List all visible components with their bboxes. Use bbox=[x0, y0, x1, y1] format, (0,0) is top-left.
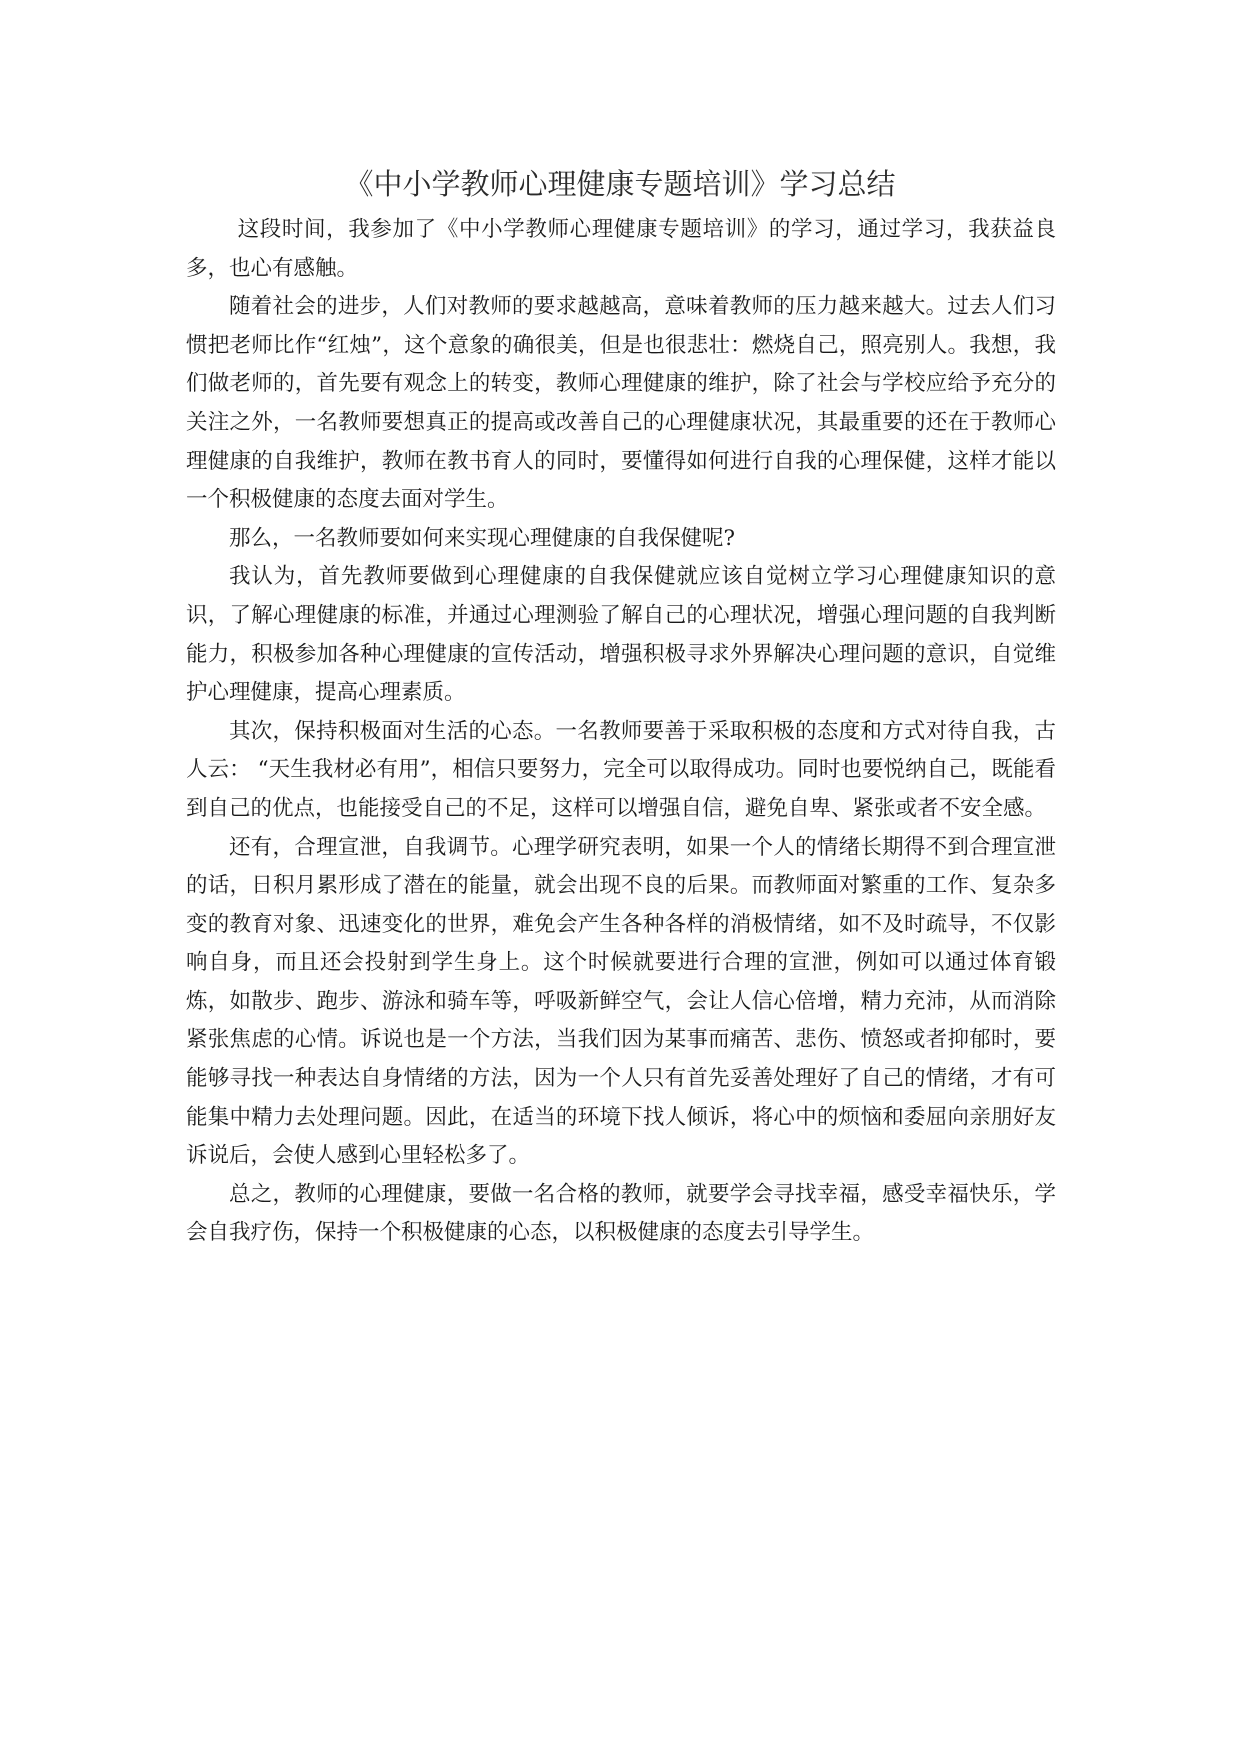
document-title: 《中小学教师心理健康专题培训》学习总结 bbox=[344, 167, 896, 201]
paragraph-second-point: 其次，保持积极面对生活的心态。一名教师要善于采取积极的态度和方式对待自我，古人云： “天生我材必有用”，相信只要努力，完全可以取得成功。同时也要悦纳自己，既能看到自己的优点，也能接受自己的不足，这样可以增强自信，避免自卑、紧张或者不安全感。 bbox=[186, 718, 1056, 821]
document-body bbox=[186, 211, 1056, 1253]
paragraph-intro: 这段时间，我参加了《中小学教师心理健康专题培训》的学习，通过学习，我获益良多，也心有感触。 bbox=[186, 217, 1056, 281]
paragraph-conclusion: 总之，教师的心理健康，要做一名合格的教师，就要学会寻找幸福，感受幸福快乐，学会自我疗伤，保持一个积极健康的心态，以积极健康的态度去引导学生。 bbox=[186, 1181, 1056, 1246]
paragraph-first-point: 我认为，首先教师要做到心理健康的自我保健就应该自觉树立学习心理健康知识的意识，了解心理健康的标准，并通过心理测验了解自己的心理状况，增强心理问题的自我判断能力，积极参加各种心理健康的宣传活动，增强积极寻求外界解决心理问题的意识，自觉维护心理健康，提高心理素质。 bbox=[186, 564, 1056, 706]
paragraph-question: 那么，一名教师要如何来实现心理健康的自我保健呢? bbox=[229, 525, 736, 551]
paragraph-pressure: 随着社会的进步，人们对教师的要求越越高，意味着教师的压力越来越大。过去人们习惯把老师比作“红烛”，这个意象的确很美，但是也很悲壮：燃烧自己，照亮别人。我想，我们做老师的，首先要有观念上的转变，教师心理健康的维护，除了社会与学校应给予充分的关注之外，一名教师要想真正的提高或改善自己的心理健康状况，其最重要的还在于教师心理健康的自我维护，教师在教书育人的同时，要懂得如何进行自我的心理保健，这样才能以一个积极健康的态度去面对学生。 bbox=[186, 294, 1056, 513]
paragraph-third-point: 还有，合理宣泄，自我调节。心理学研究表明，如果一个人的情绪长期得不到合理宣泄的话，日积月累形成了潜在的能量，就会出现不良的后果。而教师面对繁重的工作、复杂多变的教育对象、迅速变化的世界，难免会产生各种各样的消极情绪，如不及时疏导，不仅影响自身，而且还会投射到学生身上。这个时候就要进行合理的宣泄，例如可以通过体育锻炼，如散步、跑步、游泳和骑车等，呼吸新鲜空气，会让人信心倍增，精力充沛，从而消除紧张焦虑的心情。诉说也是一个方法，当我们因为某事而痛苦、悲伤、愤怒或者抑郁时，要能够寻找一种表达自身情绪的方法，因为一个人只有首先妥善处理好了自己的情绪，才有可能集中精力去处理问题。因此，在适当的环境下找人倾诉，将心中的烦恼和委屈向亲朋好友诉说后，会使人感到心里轻松多了。 bbox=[186, 834, 1056, 1169]
